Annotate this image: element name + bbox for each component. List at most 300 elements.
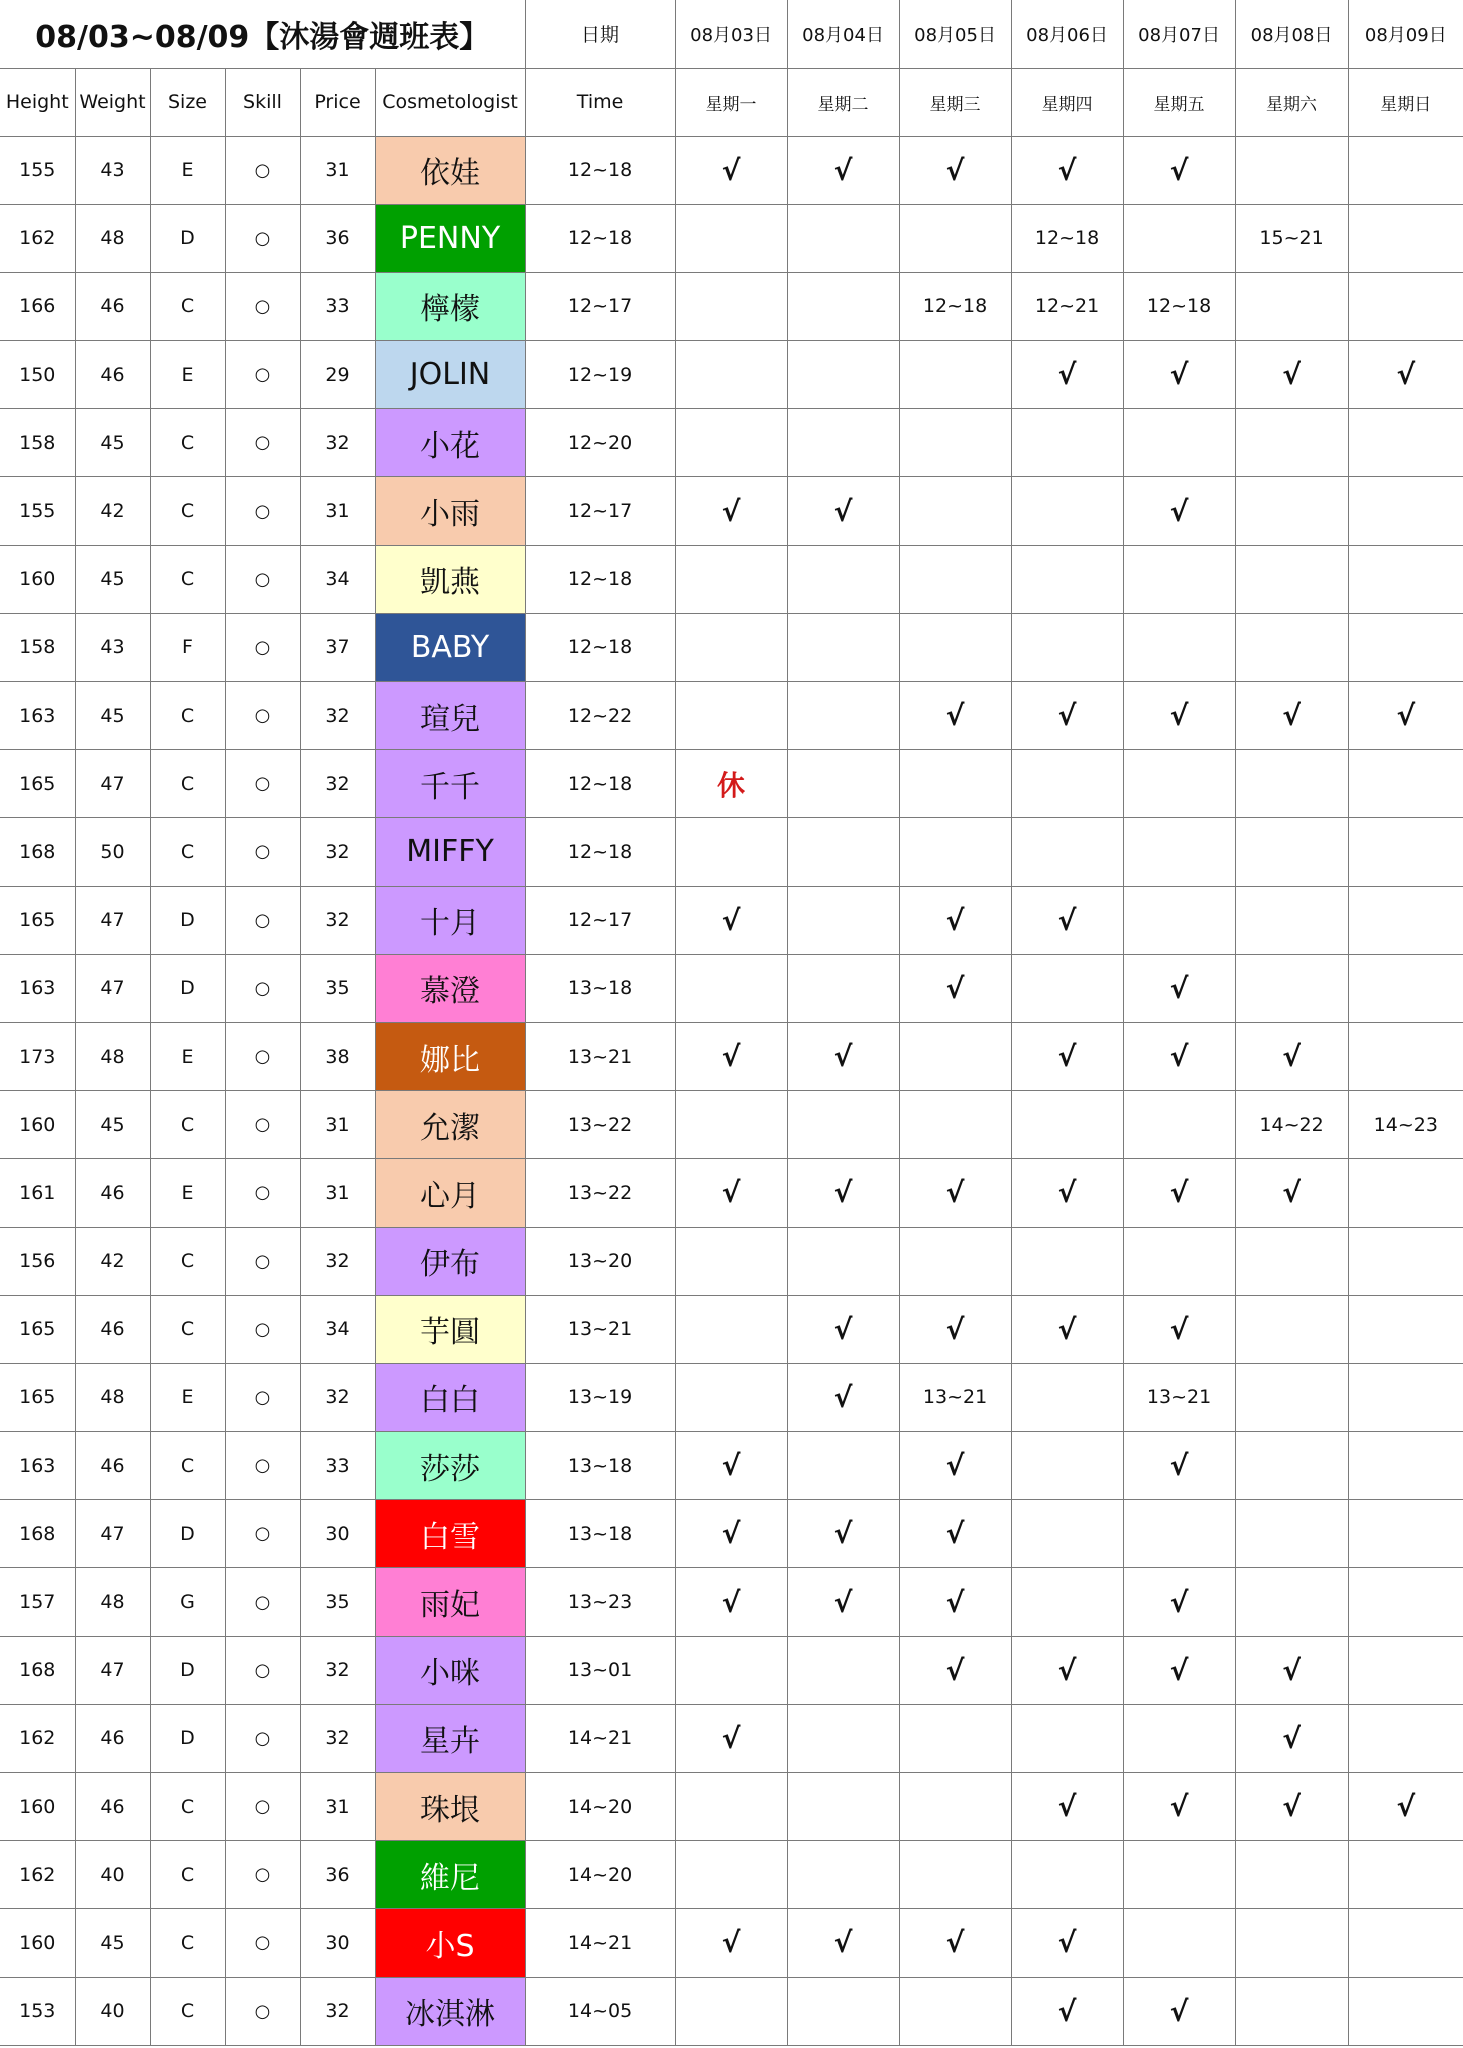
day-cell	[1235, 1909, 1348, 1977]
date-cell: 08月03日	[675, 0, 787, 68]
size-cell: E	[150, 1022, 225, 1090]
weight-cell: 48	[75, 204, 150, 272]
table-row	[0, 1568, 1463, 1636]
day-cell: √	[787, 1363, 899, 1431]
weekday-cell: 星期一	[675, 68, 787, 136]
time-cell: 12~18	[525, 545, 675, 613]
day-cell	[675, 682, 787, 750]
day-cell	[787, 613, 899, 681]
weight-cell: 48	[75, 1568, 150, 1636]
day-cell	[1235, 477, 1348, 545]
time-cell: 13~23	[525, 1568, 675, 1636]
price-cell: 36	[300, 204, 375, 272]
day-cell	[1235, 1227, 1348, 1295]
day-cell	[1235, 954, 1348, 1022]
day-cell: √	[899, 1500, 1011, 1568]
skill-cell: ○	[225, 1704, 300, 1772]
skill-cell: ○	[225, 1159, 300, 1227]
day-cell	[1348, 136, 1463, 204]
size-cell: C	[150, 1091, 225, 1159]
day-cell: √	[1235, 1159, 1348, 1227]
day-cell	[787, 1227, 899, 1295]
day-cell	[899, 613, 1011, 681]
day-cell	[675, 954, 787, 1022]
price-cell: 32	[300, 1636, 375, 1704]
day-cell: √	[899, 682, 1011, 750]
skill-cell: ○	[225, 1909, 300, 1977]
size-cell: D	[150, 1500, 225, 1568]
cosmetologist-name: 允潔	[375, 1091, 525, 1159]
day-cell: 15~21	[1235, 204, 1348, 272]
day-cell	[787, 204, 899, 272]
cosmetologist-name: 伊布	[375, 1227, 525, 1295]
table-row	[0, 1091, 1463, 1159]
size-cell: D	[150, 1704, 225, 1772]
weight-cell: 47	[75, 886, 150, 954]
table-row	[0, 1295, 1463, 1363]
day-cell: √	[1348, 682, 1463, 750]
day-cell	[787, 886, 899, 954]
day-cell	[1348, 1500, 1463, 1568]
day-cell	[1348, 204, 1463, 272]
cosmetologist-name: 小雨	[375, 477, 525, 545]
weight-cell: 42	[75, 1227, 150, 1295]
day-cell: √	[1235, 1704, 1348, 1772]
size-cell: C	[150, 1841, 225, 1909]
day-cell	[1235, 750, 1348, 818]
day-cell	[1348, 1295, 1463, 1363]
day-cell: √	[787, 1909, 899, 1977]
day-cell: √	[1011, 1295, 1123, 1363]
skill-cell: ○	[225, 1022, 300, 1090]
day-cell: √	[675, 1704, 787, 1772]
cosmetologist-name: 白雪	[375, 1500, 525, 1568]
cosmetologist-name: JOLIN	[375, 341, 525, 409]
cosmetologist-name: 小S	[375, 1909, 525, 1977]
day-cell: 12~18	[1011, 204, 1123, 272]
day-cell	[899, 1227, 1011, 1295]
weekday-cell: 星期二	[787, 68, 899, 136]
time-cell: 13~18	[525, 1500, 675, 1568]
day-cell: 12~21	[1011, 272, 1123, 340]
skill-cell: ○	[225, 954, 300, 1022]
price-cell: 35	[300, 954, 375, 1022]
day-cell: √	[1123, 341, 1235, 409]
day-cell	[1348, 1432, 1463, 1500]
height-cell: 150	[0, 341, 75, 409]
day-cell: √	[1011, 1636, 1123, 1704]
day-cell	[1348, 477, 1463, 545]
skill-cell: ○	[225, 545, 300, 613]
day-cell: √	[787, 1500, 899, 1568]
day-cell: √	[1011, 1022, 1123, 1090]
skill-cell: ○	[225, 1432, 300, 1500]
day-cell: √	[899, 1295, 1011, 1363]
day-cell	[1348, 750, 1463, 818]
day-cell	[1348, 545, 1463, 613]
height-cell: 162	[0, 1841, 75, 1909]
table-row	[0, 1636, 1463, 1704]
time-cell: 12~18	[525, 750, 675, 818]
day-cell	[1235, 1568, 1348, 1636]
height-cell: 161	[0, 1159, 75, 1227]
day-cell: √	[899, 886, 1011, 954]
day-cell: √	[675, 1432, 787, 1500]
day-cell	[787, 750, 899, 818]
table-row	[0, 1159, 1463, 1227]
day-cell	[899, 409, 1011, 477]
day-cell	[1011, 1841, 1123, 1909]
day-cell	[899, 1091, 1011, 1159]
day-cell	[1011, 477, 1123, 545]
day-cell	[675, 1841, 787, 1909]
weekday-cell: 星期六	[1235, 68, 1348, 136]
day-cell	[1011, 613, 1123, 681]
size-cell: G	[150, 1568, 225, 1636]
day-cell	[675, 1636, 787, 1704]
table-row	[0, 1909, 1463, 1977]
cosmetologist-name: 小咪	[375, 1636, 525, 1704]
day-cell	[1235, 1500, 1348, 1568]
weight-cell: 46	[75, 341, 150, 409]
cosmetologist-name: 慕澄	[375, 954, 525, 1022]
height-cell: 155	[0, 136, 75, 204]
weight-cell: 46	[75, 1295, 150, 1363]
day-cell	[675, 204, 787, 272]
height-cell: 158	[0, 409, 75, 477]
day-cell	[899, 1773, 1011, 1841]
cosmetologist-name: 心月	[375, 1159, 525, 1227]
day-cell: √	[787, 477, 899, 545]
time-cell: 14~05	[525, 1977, 675, 2045]
time-cell: 12~18	[525, 204, 675, 272]
height-cell: 162	[0, 1704, 75, 1772]
day-cell	[1235, 1363, 1348, 1431]
skill-cell: ○	[225, 204, 300, 272]
day-cell: √	[1123, 954, 1235, 1022]
time-cell: 12~20	[525, 409, 675, 477]
price-cell: 29	[300, 341, 375, 409]
table-row	[0, 750, 1463, 818]
day-cell	[1011, 1227, 1123, 1295]
weight-cell: 46	[75, 1704, 150, 1772]
price-cell: 32	[300, 1704, 375, 1772]
day-cell: 14~23	[1348, 1091, 1463, 1159]
price-cell: 32	[300, 1363, 375, 1431]
size-cell: C	[150, 1432, 225, 1500]
day-cell: √	[787, 1568, 899, 1636]
day-cell: √	[1235, 1773, 1348, 1841]
size-cell: C	[150, 1909, 225, 1977]
day-cell	[675, 1295, 787, 1363]
time-cell: 13~22	[525, 1091, 675, 1159]
day-cell: √	[787, 1295, 899, 1363]
time-cell: 12~18	[525, 818, 675, 886]
skill-cell: ○	[225, 682, 300, 750]
day-cell	[1235, 545, 1348, 613]
skill-cell: ○	[225, 1091, 300, 1159]
day-cell	[787, 1977, 899, 2045]
day-cell	[1235, 1841, 1348, 1909]
size-cell: C	[150, 1773, 225, 1841]
price-cell: 31	[300, 477, 375, 545]
day-cell	[899, 1704, 1011, 1772]
day-cell	[1123, 613, 1235, 681]
height-cell: 158	[0, 613, 75, 681]
day-cell: √	[1123, 136, 1235, 204]
weight-cell: 40	[75, 1977, 150, 2045]
day-cell	[675, 341, 787, 409]
day-cell	[1123, 1841, 1235, 1909]
table-row	[0, 954, 1463, 1022]
price-cell: 33	[300, 272, 375, 340]
day-cell: √	[1235, 682, 1348, 750]
day-cell	[1235, 613, 1348, 681]
size-cell: C	[150, 477, 225, 545]
date-cell: 08月05日	[899, 0, 1011, 68]
height-cell: 163	[0, 682, 75, 750]
table-row	[0, 886, 1463, 954]
column-header-skill: Skill	[225, 68, 300, 136]
day-cell: √	[675, 886, 787, 954]
title-row	[0, 0, 1463, 68]
day-cell	[1011, 1432, 1123, 1500]
page-title: 08/03~08/09【沐湯會週班表】	[0, 0, 525, 68]
day-cell	[787, 409, 899, 477]
cosmetologist-name: 珠垠	[375, 1773, 525, 1841]
size-cell: C	[150, 818, 225, 886]
height-cell: 168	[0, 1636, 75, 1704]
weight-cell: 45	[75, 682, 150, 750]
skill-cell: ○	[225, 818, 300, 886]
day-cell	[675, 613, 787, 681]
cosmetologist-name: 冰淇淋	[375, 1977, 525, 2045]
date-cell: 08月07日	[1123, 0, 1235, 68]
day-cell	[1348, 1704, 1463, 1772]
height-cell: 153	[0, 1977, 75, 2045]
weight-cell: 42	[75, 477, 150, 545]
day-cell	[1235, 1977, 1348, 2045]
height-cell: 165	[0, 750, 75, 818]
day-cell: √	[1235, 341, 1348, 409]
weight-cell: 47	[75, 954, 150, 1022]
table-row	[0, 204, 1463, 272]
time-cell: 13~20	[525, 1227, 675, 1295]
size-cell: C	[150, 1977, 225, 2045]
weight-cell: 46	[75, 1159, 150, 1227]
table-row	[0, 1500, 1463, 1568]
cosmetologist-name: 檸檬	[375, 272, 525, 340]
size-cell: C	[150, 682, 225, 750]
day-cell: √	[675, 1159, 787, 1227]
weight-cell: 46	[75, 1432, 150, 1500]
table-row	[0, 1773, 1463, 1841]
column-header-weight: Weight	[75, 68, 150, 136]
day-cell	[899, 341, 1011, 409]
height-cell: 168	[0, 1500, 75, 1568]
table-row	[0, 1704, 1463, 1772]
price-cell: 31	[300, 1091, 375, 1159]
weekday-cell: 星期三	[899, 68, 1011, 136]
day-cell	[1123, 1704, 1235, 1772]
weight-cell: 46	[75, 272, 150, 340]
price-cell: 31	[300, 1773, 375, 1841]
cosmetologist-name: 千千	[375, 750, 525, 818]
day-cell	[1123, 750, 1235, 818]
table-row	[0, 1227, 1463, 1295]
day-cell	[1123, 818, 1235, 886]
day-cell	[1011, 1568, 1123, 1636]
day-cell: √	[1348, 341, 1463, 409]
height-cell: 165	[0, 1295, 75, 1363]
day-cell: √	[1123, 1295, 1235, 1363]
day-cell: √	[1011, 136, 1123, 204]
cosmetologist-name: BABY	[375, 613, 525, 681]
cosmetologist-name: 小花	[375, 409, 525, 477]
height-cell: 165	[0, 1363, 75, 1431]
day-cell: √	[1011, 886, 1123, 954]
weight-cell: 47	[75, 1636, 150, 1704]
cosmetologist-name: 芋圓	[375, 1295, 525, 1363]
cosmetologist-name: 星卉	[375, 1704, 525, 1772]
price-cell: 32	[300, 1227, 375, 1295]
day-cell: √	[1123, 1568, 1235, 1636]
day-cell	[1011, 750, 1123, 818]
skill-cell: ○	[225, 1568, 300, 1636]
time-cell: 12~22	[525, 682, 675, 750]
size-cell: F	[150, 613, 225, 681]
cosmetologist-name: 白白	[375, 1363, 525, 1431]
day-cell	[1235, 886, 1348, 954]
day-cell: √	[1011, 1159, 1123, 1227]
day-cell	[787, 682, 899, 750]
weight-cell: 50	[75, 818, 150, 886]
day-cell: √	[675, 477, 787, 545]
price-cell: 32	[300, 886, 375, 954]
day-cell	[899, 1977, 1011, 2045]
day-cell	[787, 545, 899, 613]
day-cell: √	[899, 1159, 1011, 1227]
skill-cell: ○	[225, 1977, 300, 2045]
day-cell	[899, 818, 1011, 886]
day-cell	[1011, 818, 1123, 886]
day-cell: √	[899, 1568, 1011, 1636]
time-cell: 14~20	[525, 1773, 675, 1841]
weekday-cell: 星期四	[1011, 68, 1123, 136]
table-row	[0, 1841, 1463, 1909]
time-cell: 12~17	[525, 886, 675, 954]
day-cell	[899, 204, 1011, 272]
date-cell: 08月09日	[1348, 0, 1463, 68]
skill-cell: ○	[225, 1227, 300, 1295]
table-row	[0, 682, 1463, 750]
cosmetologist-name: 維尼	[375, 1841, 525, 1909]
time-cell: 12~17	[525, 272, 675, 340]
day-cell	[1348, 1909, 1463, 1977]
size-cell: C	[150, 1295, 225, 1363]
skill-cell: ○	[225, 1773, 300, 1841]
day-cell: 13~21	[899, 1363, 1011, 1431]
day-cell: √	[1123, 477, 1235, 545]
weight-cell: 45	[75, 545, 150, 613]
price-cell: 34	[300, 545, 375, 613]
day-cell	[675, 1091, 787, 1159]
day-cell	[1348, 1159, 1463, 1227]
day-cell	[787, 272, 899, 340]
table-row	[0, 1432, 1463, 1500]
day-cell: √	[899, 136, 1011, 204]
cosmetologist-name: 莎莎	[375, 1432, 525, 1500]
day-cell: √	[899, 954, 1011, 1022]
day-cell	[1348, 1022, 1463, 1090]
day-cell: √	[787, 1159, 899, 1227]
day-cell	[1235, 136, 1348, 204]
day-cell	[1348, 409, 1463, 477]
weight-cell: 43	[75, 136, 150, 204]
day-cell	[787, 1091, 899, 1159]
date-cell: 08月04日	[787, 0, 899, 68]
weekday-cell: 星期日	[1348, 68, 1463, 136]
day-cell: √	[1123, 1636, 1235, 1704]
day-cell	[1348, 1636, 1463, 1704]
day-cell	[1235, 1432, 1348, 1500]
weight-cell: 47	[75, 1500, 150, 1568]
day-cell	[675, 1227, 787, 1295]
weight-cell: 45	[75, 1909, 150, 1977]
skill-cell: ○	[225, 750, 300, 818]
day-cell: √	[1123, 1977, 1235, 2045]
day-cell	[787, 1704, 899, 1772]
day-cell: √	[1123, 1432, 1235, 1500]
weight-cell: 46	[75, 1773, 150, 1841]
skill-cell: ○	[225, 136, 300, 204]
day-cell	[1235, 409, 1348, 477]
table-row	[0, 272, 1463, 340]
day-cell: √	[1348, 1773, 1463, 1841]
skill-cell: ○	[225, 272, 300, 340]
day-cell	[675, 272, 787, 340]
time-cell: 13~19	[525, 1363, 675, 1431]
price-cell: 34	[300, 1295, 375, 1363]
table-row	[0, 1363, 1463, 1431]
height-cell: 157	[0, 1568, 75, 1636]
day-cell: √	[899, 1432, 1011, 1500]
time-cell: 13~01	[525, 1636, 675, 1704]
skill-cell: ○	[225, 886, 300, 954]
weekday-cell: 星期五	[1123, 68, 1235, 136]
column-header-time: Time	[525, 68, 675, 136]
size-cell: E	[150, 341, 225, 409]
price-cell: 31	[300, 136, 375, 204]
day-cell: 12~18	[1123, 272, 1235, 340]
table-row	[0, 613, 1463, 681]
time-cell: 12~19	[525, 341, 675, 409]
skill-cell: ○	[225, 477, 300, 545]
day-cell: √	[787, 1022, 899, 1090]
day-cell	[1348, 613, 1463, 681]
price-cell: 32	[300, 682, 375, 750]
time-cell: 14~21	[525, 1909, 675, 1977]
size-cell: D	[150, 886, 225, 954]
skill-cell: ○	[225, 613, 300, 681]
day-cell	[1235, 818, 1348, 886]
day-cell	[675, 1977, 787, 2045]
price-cell: 32	[300, 818, 375, 886]
height-cell: 155	[0, 477, 75, 545]
day-cell: √	[675, 1568, 787, 1636]
day-cell	[787, 341, 899, 409]
day-cell	[675, 818, 787, 886]
